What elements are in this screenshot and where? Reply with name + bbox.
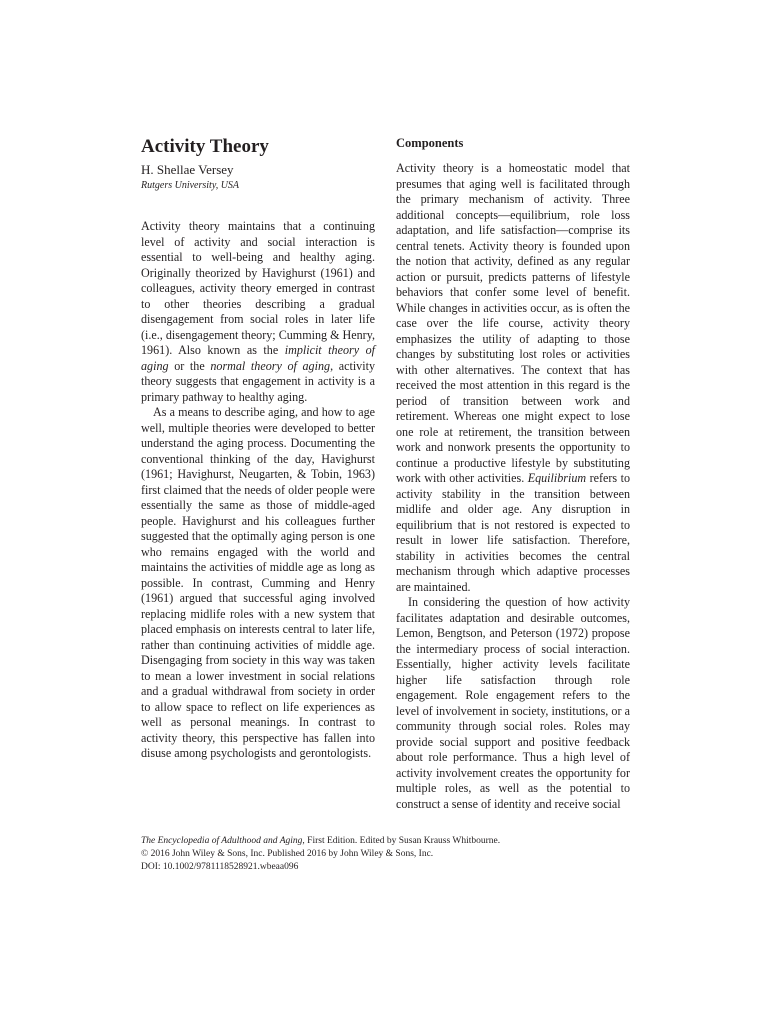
author-name: H. Shellae Versey (141, 162, 234, 177)
citation-footer (141, 835, 641, 874)
footer-line-encyclopedia: The Encyclopedia of Adulthood and Aging, First Edition. Edited by Susan Krauss Whitbourne. (141, 836, 501, 846)
left-column (141, 136, 375, 762)
footer-copyright: © 2016 John Wiley & Sons, Inc. Published 2016 by John Wiley & Sons, Inc. (141, 849, 434, 859)
right-column (396, 136, 630, 812)
emphasis-normal-theory: normal theory of aging (210, 358, 331, 373)
encyclopedia-title: The Encyclopedia of Adulthood and Aging (141, 836, 303, 846)
right-paragraph-1: Activity theory is a homeostatic model that presumes that aging well is facilitated through the primary mechanism of activity. Three additional concepts—equilibrium, role loss adaptation, and life satisfaction—comprise its central tenets. Activity theory is founded upon the notion that activity, defined as any regular action or pursuit, predicts patterns of lifestyle behaviors that confer some level of benefit. While changes in activities occur, as is often the case over the life course, activity theory emphasizes the utility of adapting to those changes by substituting lost roles or activities with other alternatives. The context that has received the most attention in this regard is the period of transition between work and retirement. Whereas one might expect to lose one role at retirement, the transition between work and nonwork presents the opportunity to continue a productive lifestyle by substituting work with other activities. Equilibrium refers to activity stability in the transition between midlife and older age. Any disruption in equilibrium that is not restored is expected to result in lower life satisfaction. Therefore, stability in activities becomes the central mechanism through which adaptive processes are maintained. (396, 161, 630, 594)
section-heading-components: Components (396, 136, 464, 150)
spacer (141, 192, 375, 219)
footer-doi: DOI: 10.1002/9781118528921.wbeaa096 (141, 862, 299, 872)
author-affiliation: Rutgers University, USA (141, 180, 240, 191)
right-paragraph-2: In considering the question of how activity facilitates adaptation and desirable outcomes, Lemon, Bengtson, and Peterson (1972) propose the intermediary process of social interaction. Essentially, higher activity levels facilitate higher life satisfaction through role engagement. Role engagement refers to the level of involvement in society, institutions, or a community through social roles. Roles may provide social support and positive feedback about role performance. Thus a high level of activity involvement creates the opportunity for multiple roles, as well as the potential to construct a sense of identity and receive social (396, 595, 630, 811)
article-title: Activity Theory (141, 136, 269, 157)
left-paragraph-2: As a means to describe aging, and how to age well, multiple theories were developed to better understand the aging process. Documenting the conventional thinking of the day, Havighurst (1961; Havighurst, Neugarten, & Tobin, 1963) first claimed that the needs of older people were essentially the same as those of middle-aged people. Havighurst and his colleagues further suggested that the optimally aging person is one who remains engaged with the world and maintains the activities of middle age as long as possible. In contrast, Cumming and Henry (1961) argued that successful aging involved replacing midlife roles with a new system that placed emphasis on interests central to later life, rather than continuing activities of middle age. Disengaging from society in this way was taken to mean a lower investment in social relations and a gradual withdrawal from society in order to allow space to reflect on life experiences as well as personal meanings. In contrast to activity theory, this perspective has fallen into disuse among psychologists and gerontologists. (141, 405, 375, 760)
emphasis-equilibrium: Equilibrium (527, 471, 587, 485)
left-paragraph-1: Activity theory maintains that a continuing level of activity and social interaction is essential to well-being and healthy aging. Originally theorized by Havighurst (1961) and colleagues, activity theory emerged in contrast to other theories describing a gradual disengagement from social roles in later life (i.e., disengagement theory; Cumming & Henry, 1961). Also known as the implicit theory of aging or the normal theory of aging, activity theory suggests that engagement in activity is a primary pathway to healthy aging. (141, 219, 375, 404)
emphasis-implicit-theory: implicit theory of aging (141, 343, 375, 373)
